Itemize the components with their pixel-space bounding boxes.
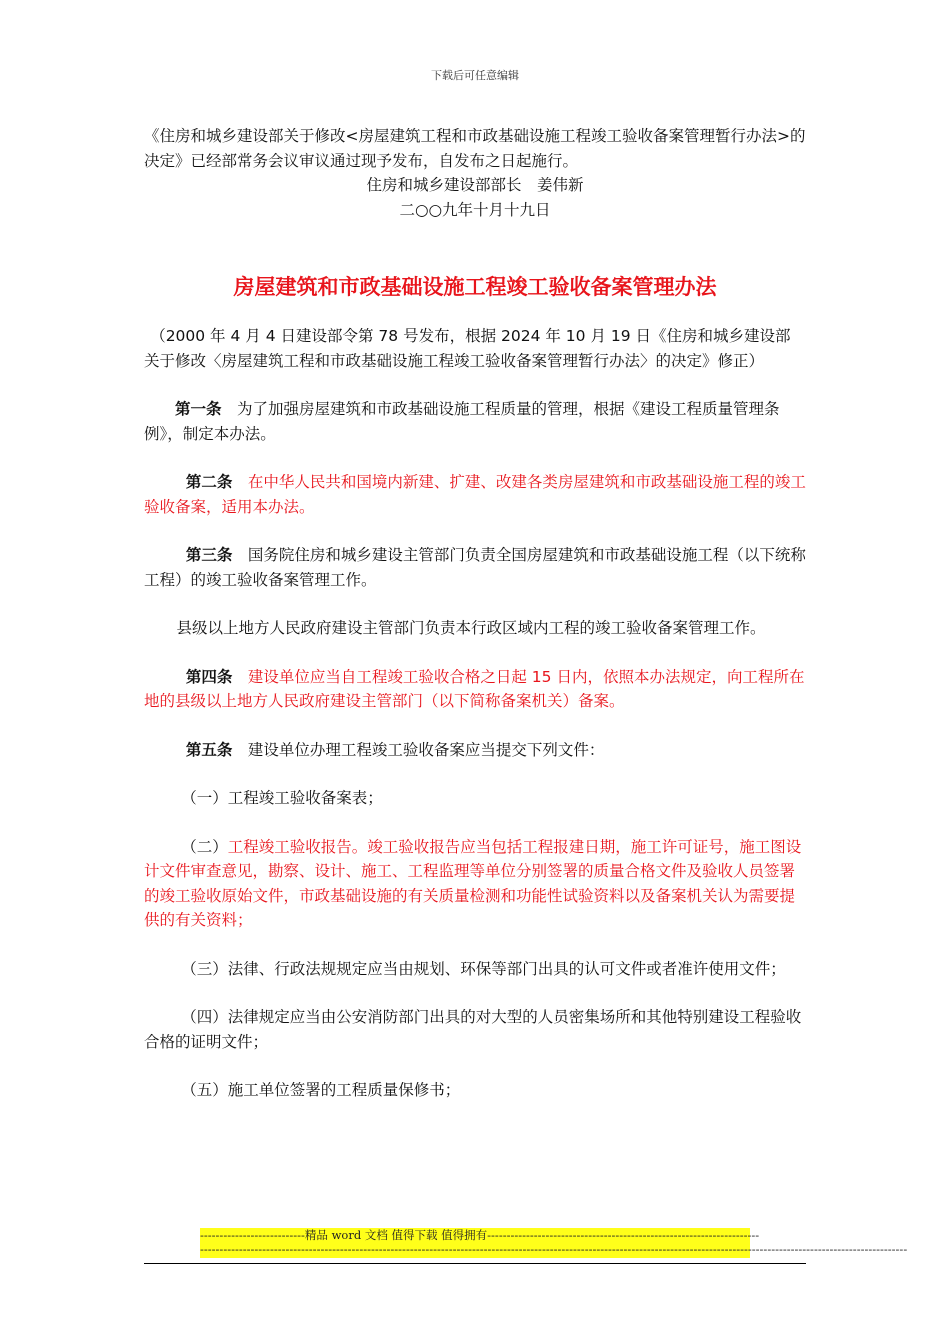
list-item-3-num: （三） xyxy=(181,959,228,978)
footer-banner xyxy=(200,1228,908,1258)
preface-decree: 《住房和城乡建设部关于修改<房屋建筑工程和市政基础设施工程竣工验收备案管理暂行办法>的决定》已经部常务会议审议通过现予发布，自发布之日起施行。 xyxy=(144,127,806,170)
list-item-2-num: （二） xyxy=(181,837,228,856)
list-item-4-text: 法律规定应当由公安消防部门出具的对大型的人员密集场所和其他特别建设工程验收合格的证明文件； xyxy=(144,1008,802,1051)
list-item-2-text: 工程竣工验收报告。竣工验收报告应当包括工程报建日期，施工许可证号，施工图设计文件审查意见，勘察、设计、施工、工程监理等单位分别签署的质量合格文件及验收人员签署的竣工验收原始文件，市政基础设施的有关质量检测和功能性试验资料以及备案机关认为需要提供的有关资料； xyxy=(144,837,802,929)
footer-banner-line-1: ---------------------------精品 word 文档 值得下载 值得拥有---------------------------------------------------------------------- xyxy=(200,1228,760,1242)
footer-rule xyxy=(144,1263,806,1264)
list-item-4 xyxy=(144,1005,806,1054)
list-item-4-num: （四） xyxy=(181,1008,228,1026)
preface-signer: 住房和城乡建设部部长 姜伟新 xyxy=(366,176,584,194)
article-2-text: 在中华人民共和国境内新建、扩建、改建各类房屋建筑和市政基础设施工程的竣工验收备案，适用本办法。 xyxy=(144,473,806,516)
footer-banner-line-2: -------------------------------------------------------------------------------------------------------------------------------------------------------------------------------------- xyxy=(200,1242,908,1256)
article-1-text: 为了加强房屋建筑和市政基础设施工程质量的管理，根据《建设工程质量管理条例》，制定本办法。 xyxy=(144,400,780,443)
list-item-2 xyxy=(144,835,806,933)
list-item-5-num: （五） xyxy=(181,1081,228,1099)
article-2-label: 第二条 xyxy=(185,473,233,491)
article-3-paragraph-2: 县级以上地方人民政府建设主管部门负责本行政区域内工程的竣工验收备案管理工作。 xyxy=(176,619,766,637)
article-5 xyxy=(144,738,806,763)
page-header: 下载后可任意编辑 xyxy=(431,69,519,82)
article-3 xyxy=(144,543,806,592)
article-5-text: 建设单位办理工程竣工验收备案应当提交下列文件： xyxy=(247,740,605,759)
article-5-label: 第五条 xyxy=(185,740,233,759)
article-3-text: 国务院住房和城乡建设主管部门负责全国房屋建筑和市政基础设施工程（以下统称工程）的竣工验收备案管理工作。 xyxy=(144,546,806,589)
list-item-3-text: 法律、行政法规规定应当由规划、环保等部门出具的认可文件或者准许使用文件； xyxy=(227,959,786,978)
article-4 xyxy=(144,665,806,714)
list-item-1 xyxy=(144,786,806,811)
document-title: 房屋建筑和市政基础设施工程竣工验收备案管理办法 xyxy=(233,275,717,299)
article-1-label: 第一条 xyxy=(175,400,222,418)
article-4-text: 建设单位应当自工程竣工验收合格之日起 15 日内，依照本办法规定，向工程所在地的县级以上地方人民政府建设主管部门（以下简称备案机关）备案。 xyxy=(144,667,805,710)
list-item-1-num: （一） xyxy=(181,789,228,807)
revision-note: （2000 年 4 月 4 日建设部令第 78 号发布，根据 2024 年 10 月 19 日《住房和城乡建设部关于修改〈房屋建筑工程和市政基础设施工程竣工验收备案管理暂行办法〉的决定》修正） xyxy=(144,327,791,370)
list-item-3 xyxy=(144,957,806,982)
article-1 xyxy=(144,397,806,446)
article-3-label: 第三条 xyxy=(185,546,233,564)
list-item-5-text: 施工单位签署的工程质量保修书； xyxy=(227,1081,461,1099)
article-2 xyxy=(144,470,806,519)
list-item-1-text: 工程竣工验收备案表； xyxy=(227,789,383,807)
document-body xyxy=(144,124,806,1103)
article-4-label: 第四条 xyxy=(185,667,233,686)
preface-date: 二○○九年十月十九日 xyxy=(399,200,551,219)
list-item-5 xyxy=(144,1078,806,1103)
